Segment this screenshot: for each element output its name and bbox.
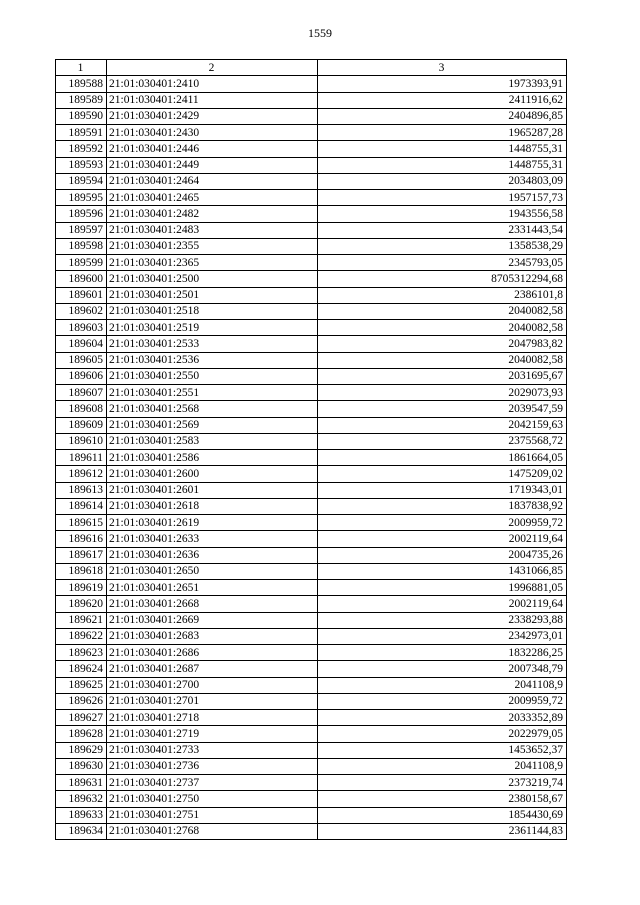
value-cell: 2373219,74 [318, 775, 567, 791]
column-header-3: 3 [318, 60, 567, 76]
cadastral-number-cell: 21:01:030401:2429 [107, 108, 318, 124]
cadastral-number-cell: 21:01:030401:2733 [107, 742, 318, 758]
value-cell: 2040082,58 [318, 303, 567, 319]
cadastral-number-cell: 21:01:030401:2551 [107, 385, 318, 401]
table-row [56, 758, 567, 774]
table-row [56, 710, 567, 726]
row-number-cell: 189625 [56, 677, 107, 693]
table-row [56, 141, 567, 157]
row-number-cell: 189595 [56, 190, 107, 206]
row-number-cell: 189612 [56, 466, 107, 482]
row-number-cell: 189627 [56, 710, 107, 726]
value-cell: 2386101,8 [318, 287, 567, 303]
row-number-cell: 189617 [56, 547, 107, 563]
value-cell: 2047983,82 [318, 336, 567, 352]
table-row [56, 385, 567, 401]
row-number-cell: 189622 [56, 628, 107, 644]
cadastral-number-cell: 21:01:030401:2636 [107, 547, 318, 563]
cadastral-number-cell: 21:01:030401:2618 [107, 498, 318, 514]
data-table [55, 59, 567, 840]
value-cell: 2031695,67 [318, 368, 567, 384]
row-number-cell: 189609 [56, 417, 107, 433]
cadastral-number-cell: 21:01:030401:2683 [107, 628, 318, 644]
value-cell: 2338293,88 [318, 612, 567, 628]
table-row [56, 742, 567, 758]
row-number-cell: 189598 [56, 238, 107, 254]
row-number-cell: 189602 [56, 303, 107, 319]
value-cell: 2022979,05 [318, 726, 567, 742]
table-header-row [56, 60, 567, 76]
value-cell: 2380158,67 [318, 791, 567, 807]
row-number-cell: 189590 [56, 108, 107, 124]
table-row [56, 775, 567, 791]
value-cell: 1448755,31 [318, 157, 567, 173]
value-cell: 2029073,93 [318, 385, 567, 401]
table-row [56, 173, 567, 189]
table-row [56, 661, 567, 677]
cadastral-number-cell: 21:01:030401:2550 [107, 368, 318, 384]
cadastral-number-cell: 21:01:030401:2719 [107, 726, 318, 742]
cadastral-number-cell: 21:01:030401:2687 [107, 661, 318, 677]
row-number-cell: 189588 [56, 76, 107, 92]
table-body [56, 76, 567, 840]
cadastral-number-cell: 21:01:030401:2533 [107, 336, 318, 352]
row-number-cell: 189629 [56, 742, 107, 758]
value-cell: 1453652,37 [318, 742, 567, 758]
table-row [56, 336, 567, 352]
value-cell: 1475209,02 [318, 466, 567, 482]
cadastral-number-cell: 21:01:030401:2536 [107, 352, 318, 368]
table-row [56, 498, 567, 514]
table-row [56, 92, 567, 108]
table-row [56, 466, 567, 482]
value-cell: 2040082,58 [318, 320, 567, 336]
cadastral-number-cell: 21:01:030401:2736 [107, 758, 318, 774]
row-number-cell: 189618 [56, 563, 107, 579]
value-cell: 2007348,79 [318, 661, 567, 677]
table-row [56, 238, 567, 254]
table-row [56, 433, 567, 449]
table-row [56, 417, 567, 433]
cadastral-number-cell: 21:01:030401:2601 [107, 482, 318, 498]
row-number-cell: 189630 [56, 758, 107, 774]
value-cell: 1837838,92 [318, 498, 567, 514]
cadastral-number-cell: 21:01:030401:2465 [107, 190, 318, 206]
row-number-cell: 189592 [56, 141, 107, 157]
value-cell: 2361144,83 [318, 823, 567, 839]
cadastral-number-cell: 21:01:030401:2446 [107, 141, 318, 157]
table-row [56, 531, 567, 547]
table-row [56, 206, 567, 222]
table-row [56, 482, 567, 498]
row-number-cell: 189605 [56, 352, 107, 368]
value-cell: 1431066,85 [318, 563, 567, 579]
table-row [56, 190, 567, 206]
table-row [56, 547, 567, 563]
cadastral-number-cell: 21:01:030401:2768 [107, 823, 318, 839]
column-header-2: 2 [107, 60, 318, 76]
value-cell: 1854430,69 [318, 807, 567, 823]
cadastral-number-cell: 21:01:030401:2700 [107, 677, 318, 693]
table-row [56, 352, 567, 368]
cadastral-number-cell: 21:01:030401:2501 [107, 287, 318, 303]
table-row [56, 222, 567, 238]
row-number-cell: 189591 [56, 125, 107, 141]
row-number-cell: 189621 [56, 612, 107, 628]
value-cell: 2342973,01 [318, 628, 567, 644]
value-cell: 1973393,91 [318, 76, 567, 92]
value-cell: 2404896,85 [318, 108, 567, 124]
table-row [56, 76, 567, 92]
cadastral-number-cell: 21:01:030401:2483 [107, 222, 318, 238]
row-number-cell: 189631 [56, 775, 107, 791]
value-cell: 2041108,9 [318, 677, 567, 693]
row-number-cell: 189632 [56, 791, 107, 807]
row-number-cell: 189593 [56, 157, 107, 173]
table-row [56, 401, 567, 417]
row-number-cell: 189614 [56, 498, 107, 514]
table-row [56, 726, 567, 742]
cadastral-number-cell: 21:01:030401:2500 [107, 271, 318, 287]
row-number-cell: 189597 [56, 222, 107, 238]
row-number-cell: 189620 [56, 596, 107, 612]
cadastral-number-cell: 21:01:030401:2518 [107, 303, 318, 319]
cadastral-number-cell: 21:01:030401:2464 [107, 173, 318, 189]
cadastral-number-cell: 21:01:030401:2668 [107, 596, 318, 612]
value-cell: 1358538,29 [318, 238, 567, 254]
row-number-cell: 189624 [56, 661, 107, 677]
row-number-cell: 189604 [56, 336, 107, 352]
cadastral-number-cell: 21:01:030401:2751 [107, 807, 318, 823]
cadastral-number-cell: 21:01:030401:2737 [107, 775, 318, 791]
value-cell: 2411916,62 [318, 92, 567, 108]
value-cell: 2004735,26 [318, 547, 567, 563]
value-cell: 1719343,01 [318, 482, 567, 498]
cadastral-number-cell: 21:01:030401:2365 [107, 255, 318, 271]
cadastral-number-cell: 21:01:030401:2519 [107, 320, 318, 336]
cadastral-number-cell: 21:01:030401:2701 [107, 693, 318, 709]
cadastral-number-cell: 21:01:030401:2355 [107, 238, 318, 254]
table-row [56, 255, 567, 271]
row-number-cell: 189628 [56, 726, 107, 742]
cadastral-number-cell: 21:01:030401:2410 [107, 76, 318, 92]
value-cell: 1943556,58 [318, 206, 567, 222]
column-header-1: 1 [56, 60, 107, 76]
cadastral-number-cell: 21:01:030401:2430 [107, 125, 318, 141]
table-row [56, 677, 567, 693]
table-row [56, 368, 567, 384]
cadastral-number-cell: 21:01:030401:2750 [107, 791, 318, 807]
value-cell: 2345793,05 [318, 255, 567, 271]
row-number-cell: 189615 [56, 515, 107, 531]
table-row [56, 823, 567, 839]
cadastral-number-cell: 21:01:030401:2619 [107, 515, 318, 531]
cadastral-number-cell: 21:01:030401:2650 [107, 563, 318, 579]
table-row [56, 791, 567, 807]
value-cell: 2375568,72 [318, 433, 567, 449]
row-number-cell: 189613 [56, 482, 107, 498]
cadastral-number-cell: 21:01:030401:2669 [107, 612, 318, 628]
value-cell: 1832286,25 [318, 645, 567, 661]
value-cell: 2002119,64 [318, 531, 567, 547]
value-cell: 1965287,28 [318, 125, 567, 141]
row-number-cell: 189611 [56, 450, 107, 466]
table-row [56, 645, 567, 661]
value-cell: 2040082,58 [318, 352, 567, 368]
cadastral-number-cell: 21:01:030401:2633 [107, 531, 318, 547]
cadastral-number-cell: 21:01:030401:2586 [107, 450, 318, 466]
row-number-cell: 189594 [56, 173, 107, 189]
row-number-cell: 189633 [56, 807, 107, 823]
table-row [56, 303, 567, 319]
table-row [56, 157, 567, 173]
row-number-cell: 189589 [56, 92, 107, 108]
table-row [56, 563, 567, 579]
table-row [56, 807, 567, 823]
row-number-cell: 189603 [56, 320, 107, 336]
table-row [56, 450, 567, 466]
row-number-cell: 189608 [56, 401, 107, 417]
cadastral-number-cell: 21:01:030401:2569 [107, 417, 318, 433]
value-cell: 2002119,64 [318, 596, 567, 612]
cadastral-number-cell: 21:01:030401:2651 [107, 580, 318, 596]
table-row [56, 628, 567, 644]
table-row [56, 320, 567, 336]
cadastral-number-cell: 21:01:030401:2449 [107, 157, 318, 173]
row-number-cell: 189623 [56, 645, 107, 661]
table-row [56, 612, 567, 628]
row-number-cell: 189601 [56, 287, 107, 303]
value-cell: 1996881,05 [318, 580, 567, 596]
row-number-cell: 189619 [56, 580, 107, 596]
row-number-cell: 189596 [56, 206, 107, 222]
table-row [56, 108, 567, 124]
value-cell: 2039547,59 [318, 401, 567, 417]
value-cell: 2009959,72 [318, 693, 567, 709]
table-row [56, 125, 567, 141]
value-cell: 2042159,63 [318, 417, 567, 433]
cadastral-number-cell: 21:01:030401:2686 [107, 645, 318, 661]
cadastral-number-cell: 21:01:030401:2718 [107, 710, 318, 726]
table-row [56, 287, 567, 303]
value-cell: 2033352,89 [318, 710, 567, 726]
value-cell: 2034803,09 [318, 173, 567, 189]
cadastral-number-cell: 21:01:030401:2600 [107, 466, 318, 482]
cadastral-number-cell: 21:01:030401:2482 [107, 206, 318, 222]
row-number-cell: 189599 [56, 255, 107, 271]
table-row [56, 271, 567, 287]
row-number-cell: 189634 [56, 823, 107, 839]
cadastral-number-cell: 21:01:030401:2583 [107, 433, 318, 449]
page-number: 1559 [308, 26, 332, 40]
row-number-cell: 189610 [56, 433, 107, 449]
row-number-cell: 189616 [56, 531, 107, 547]
table-row [56, 693, 567, 709]
table-row [56, 580, 567, 596]
row-number-cell: 189607 [56, 385, 107, 401]
value-cell: 2331443,54 [318, 222, 567, 238]
value-cell: 1957157,73 [318, 190, 567, 206]
value-cell: 2041108,9 [318, 758, 567, 774]
value-cell: 8705312294,68 [318, 271, 567, 287]
cadastral-number-cell: 21:01:030401:2568 [107, 401, 318, 417]
cadastral-number-cell: 21:01:030401:2411 [107, 92, 318, 108]
table-row [56, 515, 567, 531]
row-number-cell: 189626 [56, 693, 107, 709]
value-cell: 2009959,72 [318, 515, 567, 531]
value-cell: 1448755,31 [318, 141, 567, 157]
value-cell: 1861664,05 [318, 450, 567, 466]
table-row [56, 596, 567, 612]
row-number-cell: 189600 [56, 271, 107, 287]
row-number-cell: 189606 [56, 368, 107, 384]
